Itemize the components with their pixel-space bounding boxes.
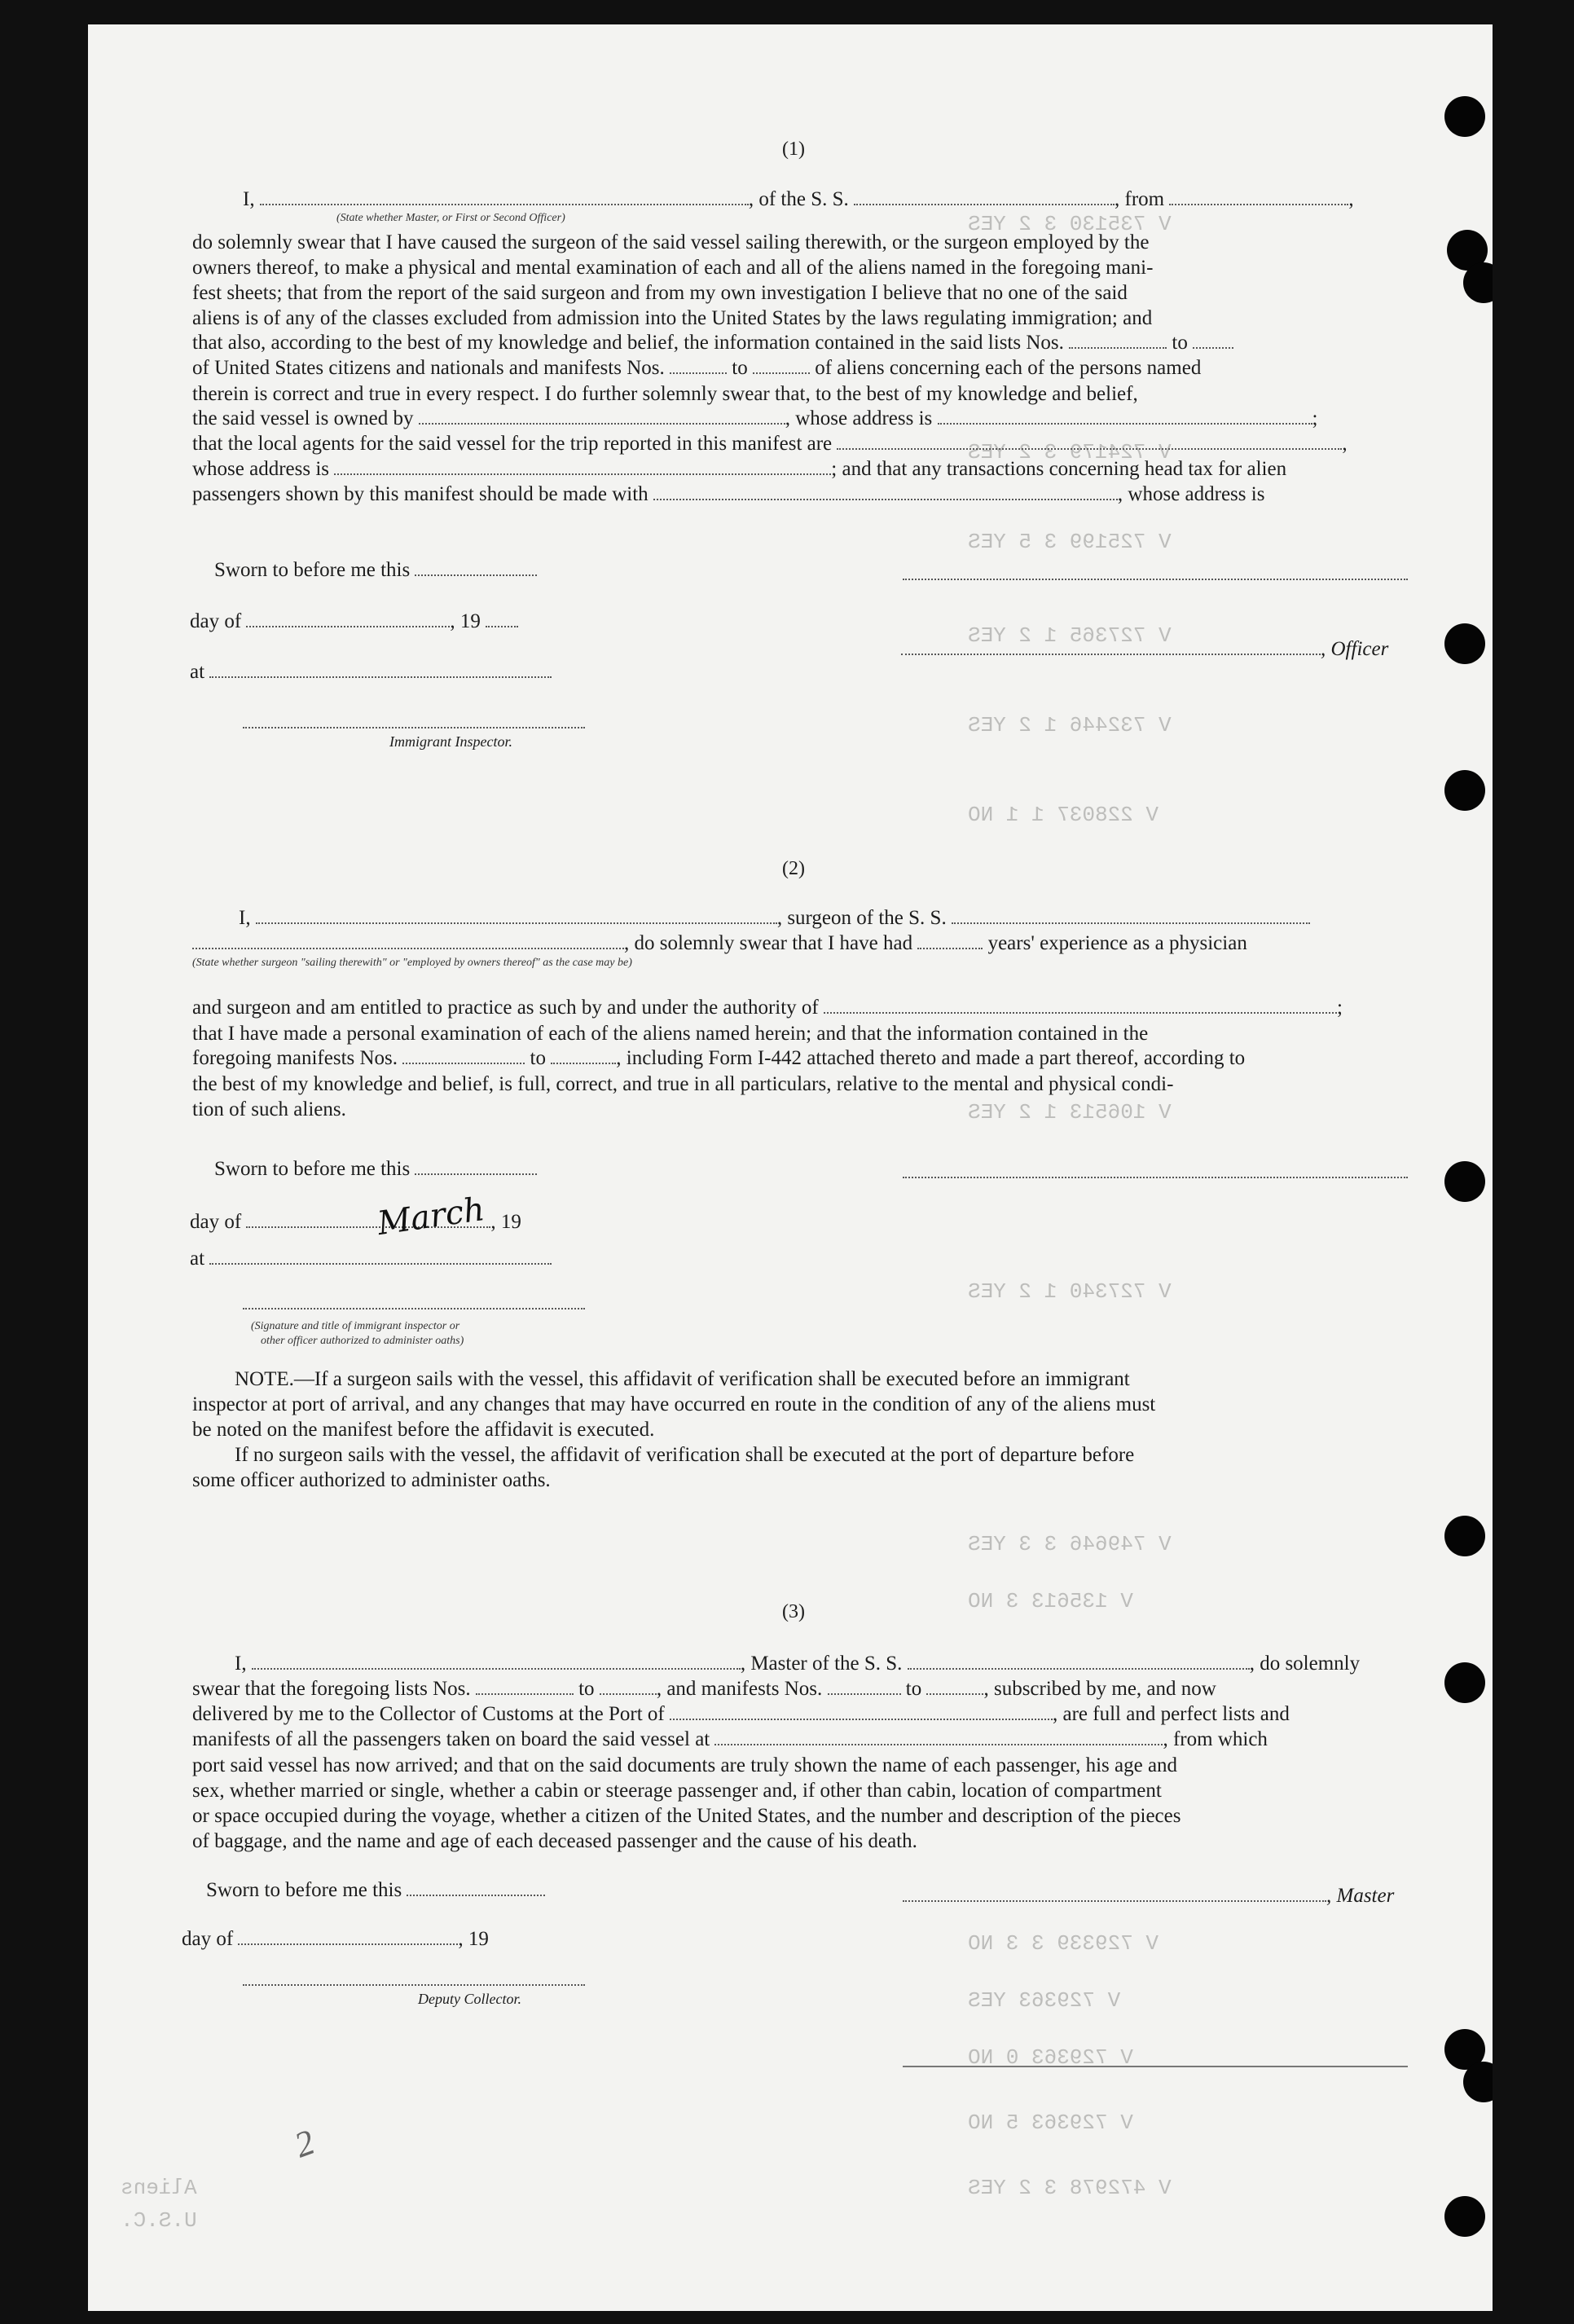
manifest-no-blank [926, 1679, 983, 1695]
para-text: that the local agents for the said vessel for the trip reported in this manifest are [192, 433, 833, 455]
punch-hole [1444, 96, 1485, 137]
day-line [182, 1927, 489, 1952]
margin-note: 2 [288, 2121, 320, 2166]
year-blank [486, 611, 518, 627]
document-page: V 735130 3 2 YES V 724179 3 2 YES V 725199 3 5 YES V 727365 1 2 YES V 732446 1 2 YES V 228037 1 1 NO V 106513 1 2 YES V 727340 1 2 YES V 749646 3 3 YES V 135613 3 NO V 729339 3 3 NO V 729363 YES V 729363 0 NO V 729363 5 NO V 472978 3 2 YES Aliens U.S.C. (1) I, , of the S. S. , from , (State whether Master, or First or Second Officer) do solemnly swear that I have caused the surgeon of the said vessel sailing therewith, or the surgeon employed by the owners thereof, to make a physical and mental examination of each and all of the aliens named in the foregoing mani- fest sheets; that from the report of the said surgeon and from my own investigation I believe that no one of the said aliens is of any of the classes excluded from admission into the United States by the laws regulating immigration; and that also, according to the best of my knowledge and belief, the information contained in the said lists Nos. to of United States citizens and nationals and manifests Nos. to of aliens concerning each of the persons named therein is correct and true in every respect. I do further solemnly swear that, to the best of my knowledge and belief, the said vessel is owned by , whose address is ; that the local agents for the said vessel for the trip reported in this manifest are , whose address is ; and that any transactions concerning head tax for alien passengers shown by this manifest should be made with , whose address is Sworn to before me this day of , 19 , Officer at Immigrant Inspector. (2) I, , surgeon of the S. S. , do solemnly swear that I have had years' experience as a physician (State whether surgeon "sailing therewith" or "employed by owners thereof" as the case may be) and surgeon and am entitled to practice as such by and under the authority of ; that I have made a personal examination of each of the aliens named herein; and that the information contained in the foregoing manifests Nos. to , including Form I-442 attached thereto and made a part thereof, according to the best of my knowledge and belief, is full, correct, and true in all particulars, relative to the mental and physical condi- tion of such aliens. Sworn to before me this day of , 19 March at (Signature and title of immigrant inspector or other officer authorized to administer oaths) NOTE.—If a surgeon sails with the vessel, this affidavit of verification shall be executed before an immigrant inspector at port of arrival, and any changes that may have occurred en route in the condition of any of the aliens must be noted on the manifest before the affidavit is executed. If no surgeon sails with the vessel, the affidavit of verification shall be executed at the port of departure before some officer authorized to administer oaths. (3) I, , Master of the S. S. , do solemnly swear that the foregoing lists Nos. to , and manifests Nos. to , subscribed by me, and now delivered by me to the Collector of Customs at the Port of , are full and perfect lists and manifests of all the passengers taken on board the said vessel at , from which port said vessel has now arrived; and that on the said documents are truly shown the name of each passenger, his age and sex, whether married or single, whether a cabin or steerage passenger and, if other than cabin, location of compartment or space occupied during the voyage, whether a citizen of the United States, and the number and description of the pieces of baggage, and the name and age of each deceased passenger and the cause of his death. Sworn to before me this , Master day of , 19 Deputy Collector. 2 [88, 24, 1493, 2311]
list-no-blank [1069, 332, 1167, 349]
para-text: , and manifests Nos. [656, 1678, 823, 1700]
at-blank [209, 1248, 552, 1265]
name-blank [256, 908, 777, 924]
master-line [903, 1884, 1394, 1908]
agent-address-blank [334, 459, 831, 475]
at-blank [209, 662, 552, 678]
master-label: , Master of the S. S. [740, 1653, 903, 1675]
para-text: ; and that any transactions concerning head tax for alien [831, 458, 1287, 480]
para-line [192, 432, 1348, 456]
para-text: , whose address is [785, 407, 933, 429]
punch-hole [1444, 1662, 1485, 1703]
sworn-line [206, 1878, 545, 1903]
para-text: ; [1337, 997, 1343, 1019]
para-line: sex, whether married or single, whether a cabin or steerage passenger and, if other than cabin, location of compartment [192, 1780, 1162, 1802]
para-line [192, 482, 1264, 507]
note-line: inspector at port of arrival, and any changes that may have occurred en route in the condition of any of the aliens must [192, 1393, 1156, 1415]
para-text: passengers shown by this manifest should be made with [192, 483, 649, 505]
to-label: to [578, 1678, 595, 1700]
para-line: do solemnly swear that I have caused the surgeon of the said vessel sailing therewith, or the surgeon employed by the [192, 231, 1150, 253]
section-2-line2 [192, 931, 1247, 956]
owner-blank [419, 408, 785, 425]
para-text: foregoing manifests Nos. [192, 1047, 398, 1069]
section-3-heading: (3) [782, 1601, 805, 1622]
para-text: of aliens concerning each of the persons named [815, 357, 1202, 379]
manifest-no-blank [670, 358, 727, 374]
day-blank [238, 1929, 458, 1945]
from-blank [1169, 189, 1348, 205]
years-label: years' experience as a physician [987, 932, 1247, 954]
year-label: , 19 [458, 1928, 489, 1950]
to-label: to [732, 357, 748, 379]
section-2-line2-note: (State whether surgeon "sailing therewith" or "employed by owners thereof" as the case may be) [192, 957, 632, 969]
list-no-blank [1193, 332, 1233, 349]
note-line: be noted on the manifest before the affidavit is executed. [192, 1419, 655, 1441]
inspector-signature-line [243, 1308, 585, 1309]
sig-note: (Signature and title of immigrant inspector or [251, 1320, 460, 1332]
sworn-label: Sworn to before me this [214, 559, 411, 581]
para-text: delivered by me to the Collector of Customs at the Port of [192, 1703, 665, 1725]
year-label: , 19 [450, 610, 481, 632]
of-ss-label: , of the S. S. [748, 188, 849, 210]
section-3-line1 [235, 1652, 1360, 1676]
note-line: some officer authorized to administer oaths. [192, 1469, 551, 1491]
at-label: at [190, 661, 205, 683]
para-text: ; [1312, 407, 1318, 429]
year-label: , 19 [490, 1211, 521, 1233]
surgeon-label: , surgeon of the S. S. [776, 907, 947, 929]
para-line: of baggage, and the name and age of each deceased passenger and the cause of his death. [192, 1830, 917, 1852]
para-line: fest sheets; that from the report of the said surgeon and from my own investigation I believe that no one of the said [192, 282, 1128, 304]
para-line [192, 407, 1317, 431]
para-line: owners thereof, to make a physical and mental examination of each and all of the aliens named in the foregoing mani- [192, 257, 1154, 279]
para-line: tion of such aliens. [192, 1098, 346, 1120]
sworn-line [214, 558, 537, 583]
punch-hole [1463, 2062, 1493, 2102]
section-1-heading: (1) [782, 139, 805, 160]
trail-comma: , [1348, 188, 1354, 210]
punch-hole [1444, 1516, 1485, 1556]
para-line: therein is correct and true in every respect. I do further solemnly swear that, to the best of my knowledge and belief, [192, 383, 1138, 405]
para-text: , including Form I-442 attached thereto and made a part thereof, according to [616, 1047, 1246, 1069]
section-2-line1 [239, 906, 1310, 931]
name-blank [252, 1653, 741, 1670]
manifest-no-blank [551, 1048, 616, 1064]
deputy-signature-line [243, 1984, 585, 1986]
swear-label: , do solemnly [1249, 1653, 1361, 1675]
head-tax-blank [653, 484, 1118, 500]
sworn-blank [415, 560, 537, 576]
sworn-label: Sworn to before me this [214, 1158, 411, 1180]
para-text: the said vessel is owned by [192, 407, 414, 429]
master-blank [903, 1886, 1326, 1902]
day-label: day of [182, 1928, 234, 1950]
at-label: at [190, 1248, 205, 1270]
pronoun: I, [239, 907, 251, 929]
punch-hole [1444, 770, 1485, 811]
signature-line [903, 1177, 1408, 1178]
day-blank [246, 611, 450, 627]
para-text: , subscribed by me, and now [983, 1678, 1216, 1700]
para-line: the best of my knowledge and belief, is full, correct, and true in all particulars, relative to the mental and physical condi- [192, 1073, 1174, 1095]
para-text: , from which [1163, 1728, 1268, 1750]
capacity-blank [192, 933, 624, 949]
list-no-blank [600, 1679, 657, 1695]
officer-blank [901, 639, 1321, 655]
day-line [190, 610, 518, 634]
punch-hole [1444, 2196, 1485, 2237]
para-text: , [1342, 433, 1348, 455]
note-line: If no surgeon sails with the vessel, the affidavit of verification shall be executed at the port of departure before [235, 1444, 1135, 1466]
day-label: day of [190, 610, 242, 632]
para-line [192, 1728, 1268, 1752]
name-blank [260, 189, 749, 205]
pronoun: I, [235, 1653, 247, 1675]
para-text: and surgeon and am entitled to practice as such by and under the authority of [192, 997, 819, 1019]
years-blank [917, 933, 983, 949]
para-line [192, 1677, 1216, 1701]
para-line [192, 1702, 1290, 1727]
from-label: , from [1115, 188, 1165, 210]
handwritten-signature: March [375, 1191, 487, 1243]
signature-line [903, 579, 1408, 580]
para-line [192, 996, 1343, 1020]
vessel-blank [854, 189, 1115, 205]
manifest-no-blank [828, 1679, 901, 1695]
para-text: whose address is [192, 458, 330, 480]
para-line: aliens is of any of the classes excluded from admission into the United States by the laws regulating immigration; and [192, 307, 1153, 329]
para-text: swear that the foregoing lists Nos. [192, 1678, 471, 1700]
to-label: to [905, 1678, 922, 1700]
pronoun: I, [243, 188, 255, 210]
to-label: to [530, 1047, 546, 1069]
sworn-blank [407, 1880, 545, 1896]
para-line [192, 356, 1201, 381]
sworn-blank [415, 1159, 537, 1175]
inspector-title: Immigrant Inspector. [389, 733, 512, 750]
swear-label: , do solemnly swear that I have had [624, 932, 913, 954]
para-text: of United States citizens and nationals and manifests Nos. [192, 357, 665, 379]
port-blank [670, 1704, 1053, 1720]
to-label: to [1172, 332, 1188, 354]
para-line: that I have made a personal examination of each of the aliens named herein; and that the information contained in the [192, 1023, 1149, 1045]
at-line [190, 1247, 552, 1271]
departure-blank [714, 1729, 1163, 1745]
punch-hole [1444, 623, 1485, 664]
section-1-line1 [243, 187, 1354, 212]
list-no-blank [476, 1679, 574, 1695]
sig-note: other officer authorized to administer oaths) [261, 1335, 464, 1347]
master-label: , Master [1326, 1885, 1395, 1907]
day-label: day of [190, 1211, 242, 1233]
para-line [192, 457, 1286, 482]
sworn-label: Sworn to before me this [206, 1879, 402, 1901]
manifest-no-blank [402, 1048, 525, 1064]
sworn-line [214, 1157, 537, 1182]
address-blank [938, 408, 1312, 425]
at-line [190, 660, 552, 684]
section-2-heading: (2) [782, 858, 805, 879]
para-line: port said vessel has now arrived; and that on the said documents are truly shown the name of each passenger, his age and [192, 1754, 1178, 1776]
para-text: , are full and perfect lists and [1053, 1703, 1290, 1725]
punch-hole [1444, 1161, 1485, 1202]
section-1-line1-note: (State whether Master, or First or Second Officer) [336, 212, 565, 224]
para-text: , whose address is [1117, 483, 1265, 505]
officer-label: , Officer [1321, 638, 1389, 660]
note-line: NOTE.—If a surgeon sails with the vessel, this affidavit of verification shall be executed before an immigrant [235, 1368, 1130, 1390]
para-line: or space occupied during the voyage, whether a citizen of the United States, and the number and description of the pieces [192, 1805, 1181, 1827]
authority-blank [824, 997, 1337, 1014]
deputy-title: Deputy Collector. [418, 1991, 521, 2007]
inspector-signature-line [243, 727, 585, 728]
para-line [192, 1046, 1245, 1071]
officer-line [901, 637, 1388, 662]
para-text: that also, according to the best of my knowledge and belief, the information contained in the said lists Nos. [192, 332, 1064, 354]
agents-blank [837, 434, 1342, 450]
bottom-rule [903, 2066, 1408, 2067]
manifest-no-blank [753, 358, 810, 374]
para-text: manifests of all the passengers taken on board the said vessel at [192, 1728, 710, 1750]
para-line [192, 331, 1233, 355]
vessel-blank [908, 1653, 1250, 1670]
vessel-blank [952, 908, 1310, 924]
